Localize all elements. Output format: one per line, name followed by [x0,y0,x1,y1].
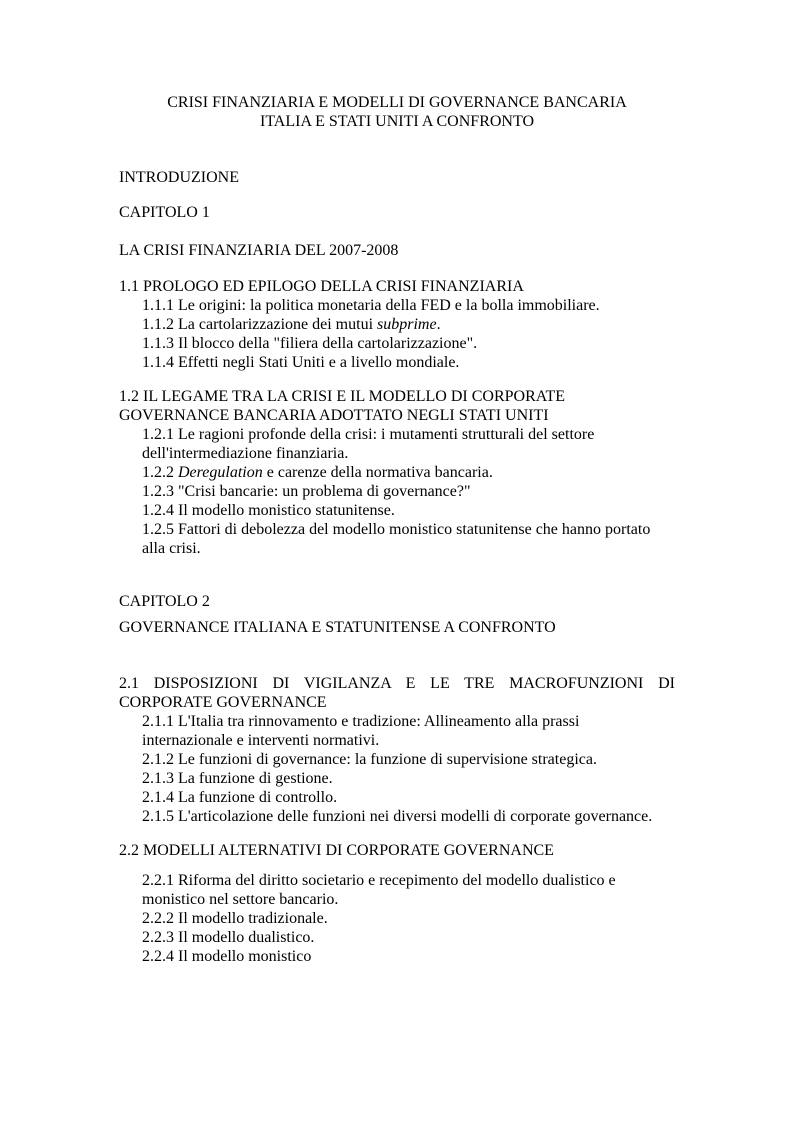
toc-entry-2-1-3: 2.1.3 La funzione di gestione. [142,770,333,787]
introduction-heading: INTRODUZIONE [119,169,239,186]
toc-entry-1-1-2 [119,315,675,334]
section-2-1-heading-line-2: CORPORATE GOVERNANCE [119,694,327,711]
toc-entry-2-1-1-line-1: 2.1.1 L'Italia tra rinnovamento e tradizione: Allineamento alla prassi [142,713,580,730]
section-2-1-heading [119,674,675,712]
toc-entry-2-1-1-line-2: internazionale e interventi normativi. [142,732,380,749]
chapter-2-title: GOVERNANCE ITALIANA E STATUNITENSE A CONFRONTO [119,619,556,636]
section-1-2 [119,387,675,558]
toc-entry-1-2-5-line-1: 1.2.5 Fattori di debolezza del modello monistico statunitense che hanno portato [142,521,651,538]
chapter-1-title: LA CRISI FINANZIARIA DEL 2007-2008 [119,242,399,259]
toc-entry-1-2-4: 1.2.4 Il modello monistico statunitense. [142,502,395,519]
toc-entry-1-2-1-line-2: dell'intermediazione finanziaria. [142,445,349,462]
thesis-title-line-1: CRISI FINANZIARIA E MODELLI DI GOVERNANCE BANCARIA [167,94,627,111]
toc-entry-2-2-1-line-1: 2.2.1 Riforma del diritto societario e recepimento del modello dualistico e [142,872,616,889]
toc-entry-2-2-3: 2.2.3 Il modello dualistico. [142,929,315,946]
toc-entry-1-1-2-italic-term: subprime [377,316,437,333]
toc-entry-1-1-3: 1.1.3 Il blocco della "filiera della cartolarizzazione". [142,335,478,352]
thesis-title-line-2: ITALIA E STATI UNITI A CONFRONTO [259,113,535,130]
toc-entry-2-1-2: 2.1.2 Le funzioni di governance: la funzione di supervisione strategica. [142,751,597,768]
toc-entry-1-1-1: 1.1.1 Le origini: la politica monetaria della FED e la bolla immobiliare. [142,297,600,314]
toc-entry-1-2-2-suffix: e carenze della normativa bancaria. [262,464,493,481]
section-1-1 [119,277,675,372]
toc-entry-1-1-2-text: 1.1.2 La cartolarizzazione dei mutui [142,316,378,333]
toc-entry-1-2-3: 1.2.3 "Crisi bancarie: un problema di governance?" [142,483,471,500]
toc-entry-1-1-4: 1.1.4 Effetti negli Stati Uniti e a livello mondiale. [142,354,460,371]
toc-entry-1-1-2-suffix: . [436,316,441,333]
section-2-2-items [119,871,675,966]
toc-entry-2-1-4: 2.1.4 La funzione di controllo. [142,789,338,806]
section-2-1-heading-line-1: 2.1 DISPOSIZIONI DI VIGILANZA E LE TRE MACROFUNZIONI DI [119,675,675,692]
toc-entry-2-2-2: 2.2.2 Il modello tradizionale. [142,910,328,927]
chapter-1-label: CAPITOLO 1 [119,204,210,221]
toc-entry-1-2-2-number: 1.2.2 [142,464,178,481]
toc-entry-1-2-5-line-2: alla crisi. [142,540,201,557]
chapter-2-label: CAPITOLO 2 [119,593,210,610]
section-1-1-heading: 1.1 PROLOGO ED EPILOGO DELLA CRISI FINANZIARIA [119,278,524,295]
thesis-title [119,93,675,131]
section-2-2-heading: 2.2 MODELLI ALTERNATIVI DI CORPORATE GOVERNANCE [119,842,554,859]
section-2-1-items [119,712,675,826]
toc-entry-1-2-2 [119,463,675,482]
toc-entry-1-2-2-italic-term: Deregulation [178,464,263,481]
toc-entry-2-1-5: 2.1.5 L'articolazione delle funzioni nei diversi modelli di corporate governance. [142,808,653,825]
section-1-2-heading-line-2: GOVERNANCE BANCARIA ADOTTATO NEGLI STATI UNITI [119,407,549,424]
toc-entry-1-2-1-line-1: 1.2.1 Le ragioni profonde della crisi: i mutamenti strutturali del settore [142,426,595,443]
toc-entry-2-2-4: 2.2.4 Il modello monistico [142,948,312,965]
toc-entry-2-2-1-line-2: monistico nel settore bancario. [142,891,339,908]
section-1-2-heading-line-1: 1.2 IL LEGAME TRA LA CRISI E IL MODELLO DI CORPORATE [119,388,566,405]
